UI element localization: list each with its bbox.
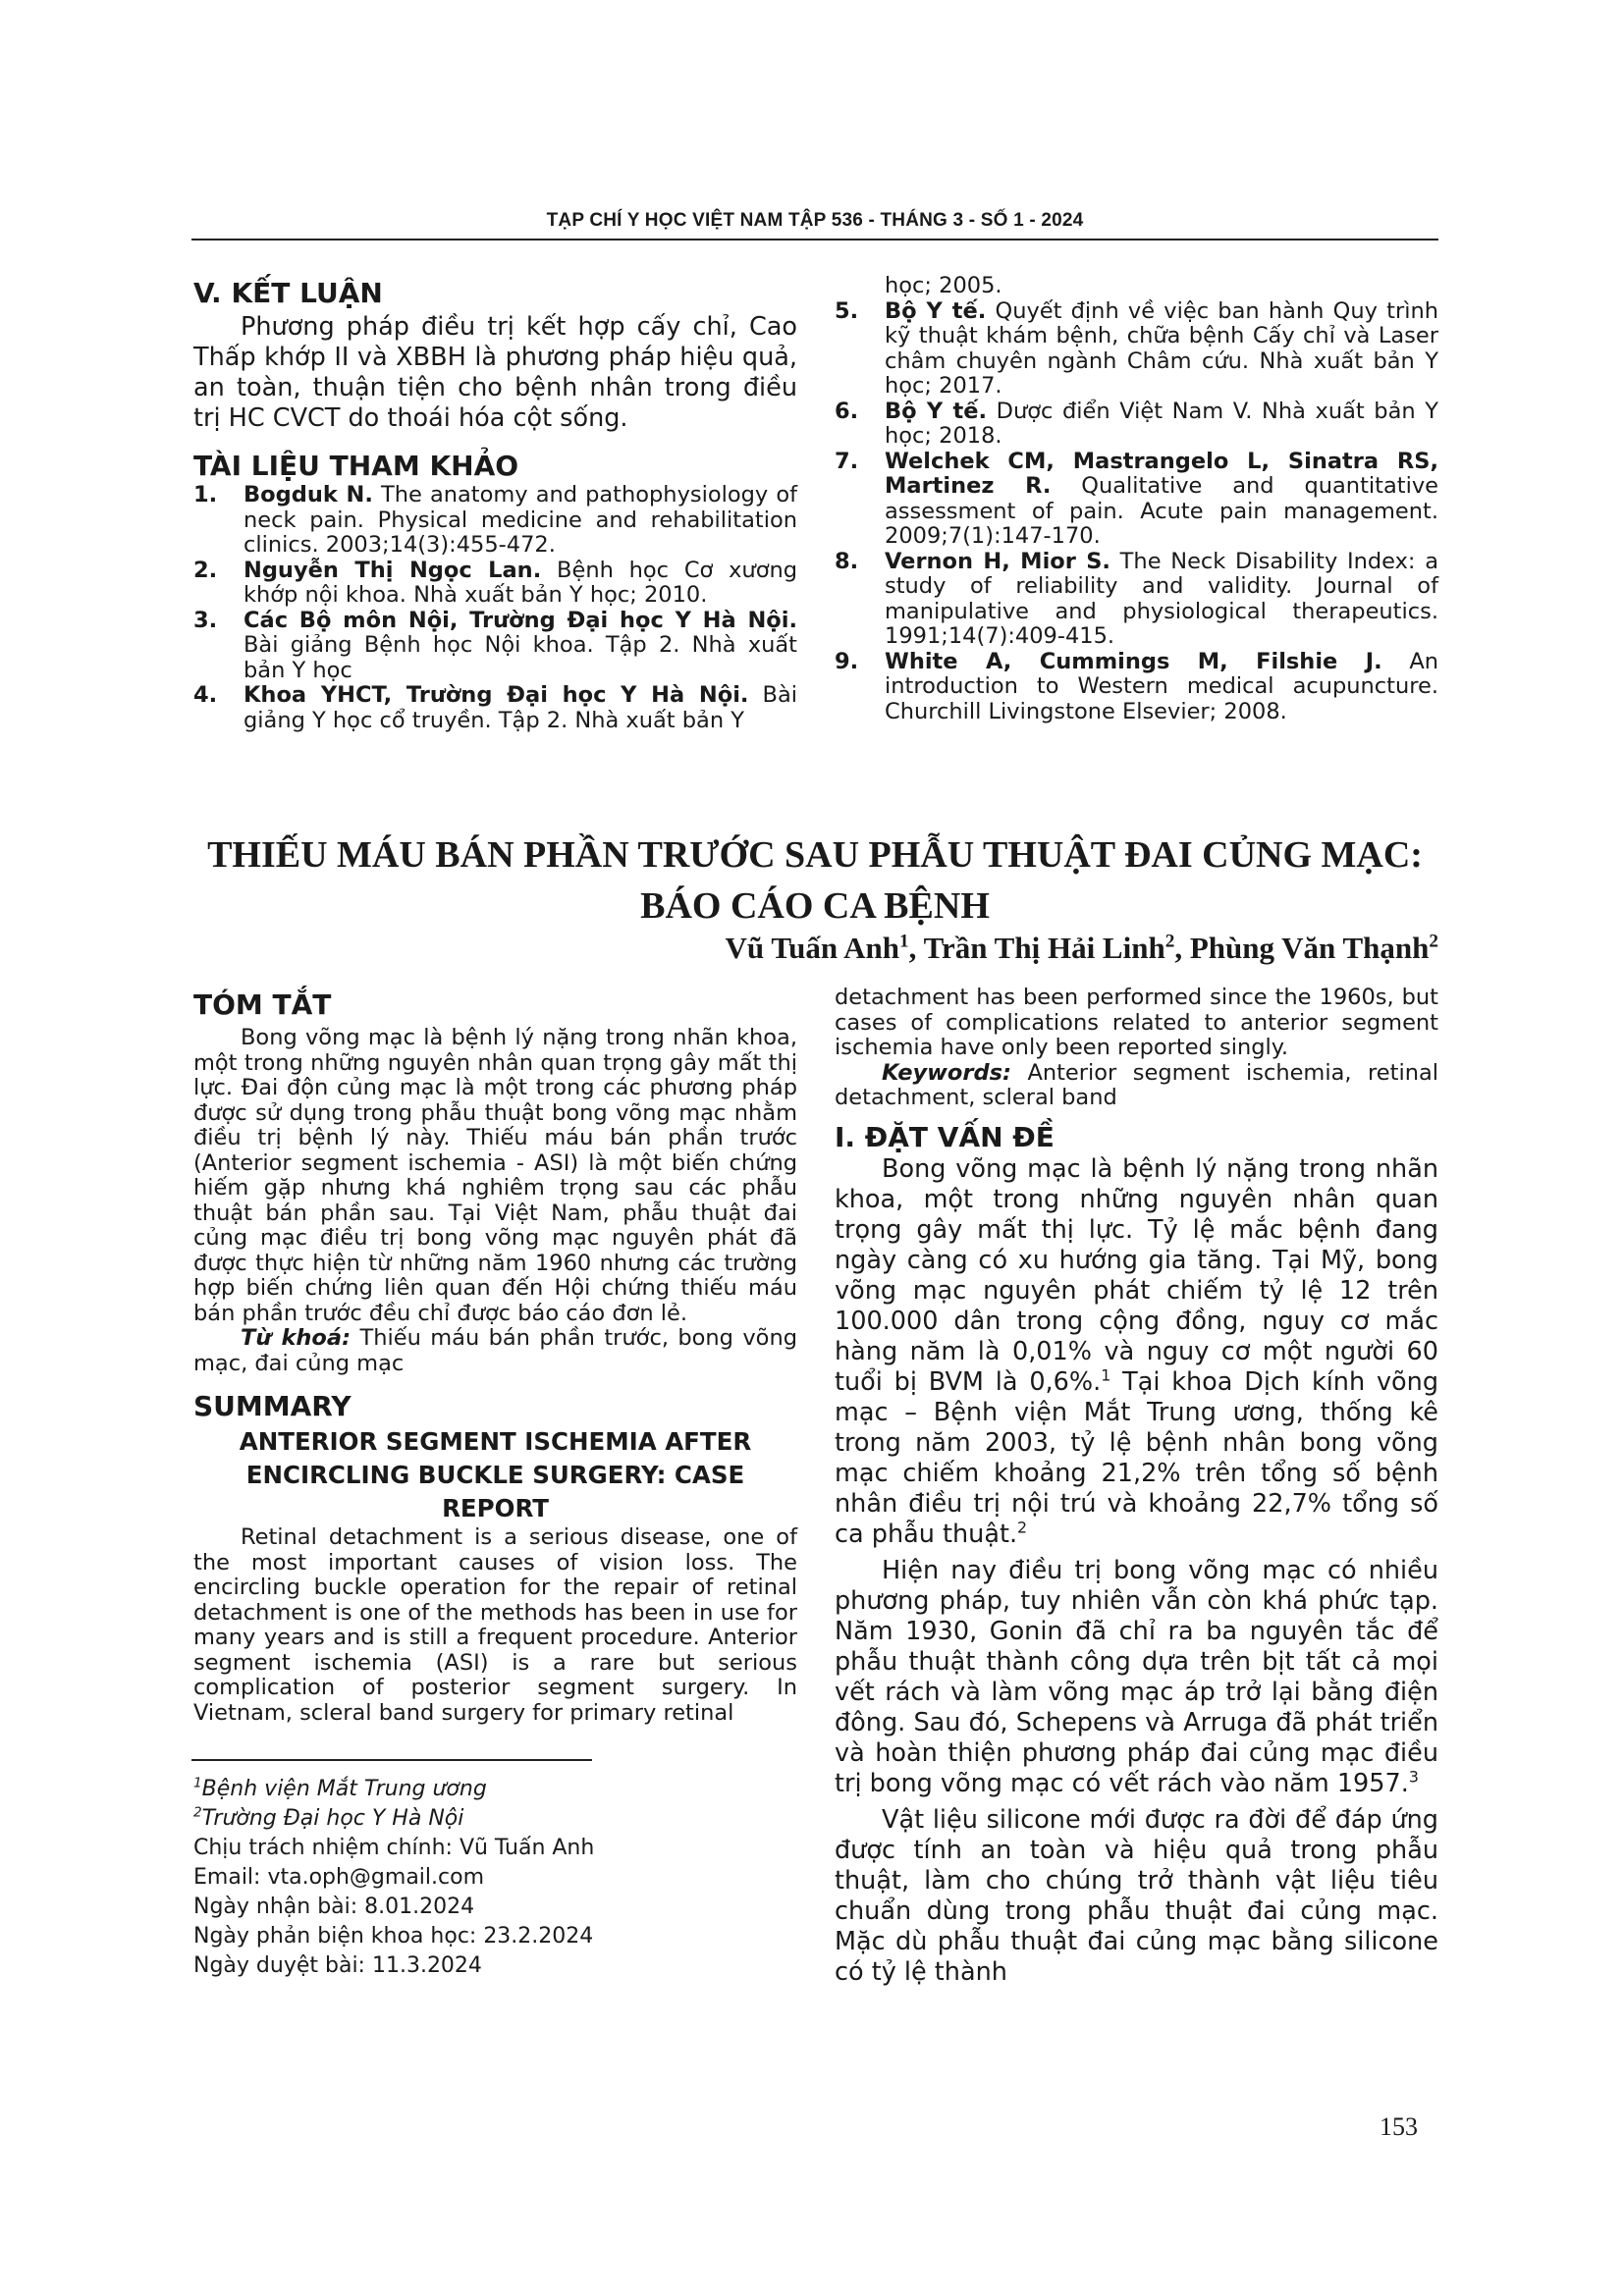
reference-number: 7.	[835, 448, 859, 474]
reference-item	[835, 299, 1438, 400]
reference-item	[193, 483, 797, 559]
footnote-rule	[191, 1759, 592, 1761]
summary-heading: SUMMARY	[193, 1390, 352, 1422]
reference-list-right	[835, 299, 1438, 725]
intro-p1-text-b: Tại khoa Dịch kính võng mạc – Bệnh viện Mắt Trung ương, thống kê trong năm 2003, tỷ lệ bệnh nhân bong võng mạc chiếm khoảng 21,2% trên tổng số bệnh nhân điều trị nội trú và khoảng 22,7% tổng số ca phẫu thuật.	[835, 1366, 1439, 1549]
summary-continuation: detachment has been performed since the 1960s, but cases of complications related to anterior segment ischemia have only been reported singly.	[835, 985, 1438, 1060]
reference-text	[885, 299, 1438, 400]
reference-text	[885, 650, 1438, 725]
reference-author: Bộ Y tế.	[885, 398, 988, 424]
reference-author: White A, Cummings M, Filshie J.	[885, 648, 1382, 674]
reference-number: 3.	[193, 607, 218, 633]
citation-marker: 1	[1101, 1365, 1111, 1384]
reference-body: Bài giảng Y học cổ truyền. Tập 2. Nhà xuất bản Y	[244, 682, 797, 733]
reference-number: 2.	[193, 557, 218, 583]
reference-body: The Neck Disability Index: a study of reliability and validity. Journal of manipulative and physiological therapeutics. 1991;14(7):409-415.	[885, 548, 1438, 649]
affiliation-marker: 1	[193, 1775, 202, 1791]
summary-title-line-2: ENCIRCLING BUCKLE SURGERY: CASE REPORT	[245, 1461, 745, 1522]
citation-marker: 2	[1017, 1518, 1028, 1536]
reference-author: Nguyễn Thị Ngọc Lan.	[244, 557, 542, 583]
reference-text	[885, 550, 1438, 650]
page-number: 153	[1380, 2112, 1418, 2141]
reference-text	[885, 400, 1438, 450]
reference-number: 4.	[193, 682, 218, 708]
author-name: Phùng Văn Thạnh	[1189, 931, 1430, 965]
reference-author: Bộ Y tế.	[885, 297, 987, 324]
header-rule	[191, 239, 1438, 240]
affiliation-text: Trường Đại học Y Hà Nội	[201, 1806, 464, 1831]
article-title-line-1: THIẾU MÁU BÁN PHẦN TRƯỚC SAU PHẪU THUẬT ĐAI CỦNG MẠC:	[207, 834, 1423, 876]
author-email: Email: vta.oph@gmail.com	[193, 1865, 485, 1890]
author-affiliation: 2	[1164, 931, 1175, 952]
reference-body: Bài giảng Bệnh học Nội khoa. Tập 2. Nhà xuất bản Y học	[244, 632, 797, 683]
article-title-line-2: BÁO CÁO CA BỆNH	[640, 885, 990, 927]
keywords-vi-label: Từ khoá:	[241, 1325, 352, 1351]
reference-text	[244, 609, 797, 684]
author-separator: ,	[1174, 931, 1190, 965]
date-reviewed: Ngày phản biện khoa học: 23.2.2024	[193, 1924, 594, 1949]
reference-body: Dược điển Việt Nam V. Nhà xuất bản Y học; 2018.	[885, 398, 1438, 449]
reference-item	[193, 609, 797, 684]
article-title	[191, 829, 1438, 932]
affiliation-2	[193, 1804, 783, 1834]
summary-text: Retinal detachment is a serious disease, one of the most important causes of vision loss. The encircling buckle operation for the repair of retinal detachment is one of the methods has been in use for many years and is still a frequent procedure. Anterior segment ischemia (ASI) is a rare but serious complication of posterior segment surgery. In Vietnam, scleral band surgery for primary retinal	[193, 1524, 797, 1726]
footnotes	[193, 1775, 783, 1981]
reference-author: Bogduk N.	[244, 482, 373, 507]
conclusion-heading: V. KẾT LUẬN	[193, 277, 383, 309]
reference-body: Qualitative and quantitative assessment of pain. Acute pain management. 2009;7(1):147-170.	[885, 473, 1438, 549]
reference-number: 8.	[835, 548, 859, 574]
corresponding-author: Chịu trách nhiệm chính: Vũ Tuấn Anh	[193, 1836, 595, 1860]
intro-p2-text: Hiện nay điều trị bong võng mạc có nhiều phương pháp, tuy nhiên vẫn còn khá phức tạp. Năm 1930, Gonin đã chỉ ra ba nguyên tắc để phẫu thuật thành công dựa trên bịt tất cả mọi vết rách và làm võng mạc áp trở lại bằng điện đông. Sau đó, Schepens và Arruga đã phát triển và hoàn thiện phương pháp đai củng mạc điều trị bong võng mạc có vết rách vào năm 1957.	[835, 1555, 1438, 1798]
reference-body: The anatomy and pathophysiology of neck pain. Physical medicine and rehabilitation clinics. 2003;14(3):455-472.	[244, 482, 798, 558]
affiliation-1	[193, 1775, 783, 1804]
reference-item	[835, 400, 1438, 450]
abstract-text: Bong võng mạc là bệnh lý nặng trong nhãn khoa, một trong những nguyên nhân quan trọng gây mất thị lực. Đai độn củng mạc là một trong các phương pháp được sử dụng trong phẫu thuật bong võng mạc nhằm điều trị bệnh lý này. Thiếu máu bán phần trước (Anterior segment ischemia - ASI) là một biến chứng hiếm gặp nhưng khá nghiêm trọng sau các phẫu thuật bán phần sau. Tại Việt Nam, phẫu thuật đai củng mạc điều trị bong võng mạc nguyên phát đã được thực hiện từ những năm 1960 nhưng các trường hợp biến chứng liên quan đến Hội chứng thiếu máu bán phần trước đều chỉ được báo cáo đơn lẻ.	[193, 1025, 797, 1326]
abstract-heading: TÓM TẮT	[193, 988, 332, 1021]
reference-number: 5.	[835, 297, 859, 324]
keywords-en-text: Anterior segment ischemia, retinal detachment, scleral band	[835, 1059, 1438, 1110]
reference-text	[244, 559, 797, 609]
intro-paragraph-3: Vật liệu silicone mới được ra đời để đáp ứng được tính an toàn và hiệu quả trong phẫu thuật, làm cho chúng trở thành vật liệu tiêu chuẩn dùng trong phẫu thuật đai củng mạc. Mặc dù phẫu thuật đai củng mạc bằng silicone có tỷ lệ thành	[835, 1804, 1438, 1987]
reference-continuation: học; 2005.	[885, 273, 1002, 298]
reference-body: Quyết định về việc ban hành Quy trình kỹ thuật khám bệnh, chữa bệnh Cấy chỉ và Laser châm chuyên ngành Châm cứu. Nhà xuất bản Y học; 2017.	[885, 297, 1438, 399]
affiliation-marker: 2	[193, 1804, 202, 1821]
intro-p1-text: Bong võng mạc là bệnh lý nặng trong nhãn khoa, một trong những nguyên nhân quan trọng gây mất thị lực. Tỷ lệ mắc bệnh đang ngày càng có xu hướng gia tăng. Tại Mỹ, bong võng mạc nguyên phát chiếm tỷ lệ 12 trên 100.000 dân trong cộng đồng, nguy cơ mắc hàng năm là 0,01% và nguy cơ một người 60 tuổi bị BVM là 0,6%.	[835, 1153, 1438, 1397]
author-name: Vũ Tuấn Anh	[725, 931, 900, 965]
reference-list-left	[193, 483, 797, 733]
keywords-vi-text: Thiếu máu bán phần trước, bong võng mạc, đai củng mạc	[193, 1325, 797, 1376]
reference-item	[193, 559, 797, 609]
reference-body: An introduction to Western medical acupuncture. Churchill Livingstone Elsevier; 2008.	[885, 648, 1438, 724]
intro-heading: I. ĐẶT VẤN ĐỀ	[835, 1120, 1055, 1153]
article-left-column	[193, 988, 797, 1726]
reference-text	[244, 483, 797, 559]
keywords-en	[835, 1061, 1438, 1111]
summary-title	[193, 1425, 797, 1525]
references-heading: TÀI LIỆU THAM KHẢO	[193, 450, 519, 482]
article-right-column	[835, 986, 1438, 1988]
reference-item	[835, 450, 1438, 550]
reference-author: Vernon H, Mior S.	[885, 548, 1110, 574]
reference-number: 1.	[193, 482, 218, 507]
reference-text	[885, 450, 1438, 550]
reference-number: 9.	[835, 648, 859, 674]
reference-item	[835, 550, 1438, 650]
reference-author: Các Bộ môn Nội, Trường Đại học Y Hà Nội.	[244, 607, 797, 633]
author-separator: ,	[908, 931, 924, 965]
affiliation-text: Bệnh viện Mắt Trung ương	[201, 1777, 487, 1801]
author-name: Trần Thị Hải Linh	[923, 931, 1165, 965]
article-authors	[726, 931, 1439, 966]
journal-header: TẠP CHÍ Y HỌC VIỆT NAM TẬP 536 - THÁNG 3 - SỐ 1 - 2024	[546, 210, 1084, 231]
prev-left-column	[193, 277, 797, 733]
keywords-en-label: Keywords:	[882, 1059, 1011, 1086]
reference-item	[835, 650, 1438, 725]
reference-text	[244, 683, 797, 733]
date-received: Ngày nhận bài: 8.01.2024	[193, 1895, 475, 1919]
reference-author: Khoa YHCT, Trường Đại học Y Hà Nội.	[244, 682, 749, 708]
author-affiliation: 2	[1429, 931, 1438, 952]
reference-author: Welchek CM, Mastrangelo L, Sinatra RS, Martinez R.	[885, 448, 1438, 499]
reference-body: Bệnh học Cơ xương khớp nội khoa. Nhà xuất bản Y học; 2010.	[244, 557, 798, 608]
conclusion-text: Phương pháp điều trị kết hợp cấy chỉ, Cao Thấp khớp II và XBBH là phương pháp hiệu quả, an toàn, thuận tiện cho bệnh nhân trong điều trị HC CVCT do thoái hóa cột sống.	[193, 312, 797, 433]
reference-item	[193, 683, 797, 733]
summary-title-line-1: ANTERIOR SEGMENT ISCHEMIA AFTER	[239, 1427, 752, 1456]
intro-paragraph-1	[835, 1154, 1438, 1550]
reference-number: 6.	[835, 398, 859, 424]
keywords-vi	[193, 1326, 797, 1376]
prev-right-column	[835, 274, 1438, 724]
citation-marker: 3	[1408, 1767, 1419, 1786]
date-accepted: Ngày duyệt bài: 11.3.2024	[193, 1953, 482, 1978]
intro-paragraph-2	[835, 1556, 1438, 1799]
author-affiliation: 1	[899, 931, 909, 952]
